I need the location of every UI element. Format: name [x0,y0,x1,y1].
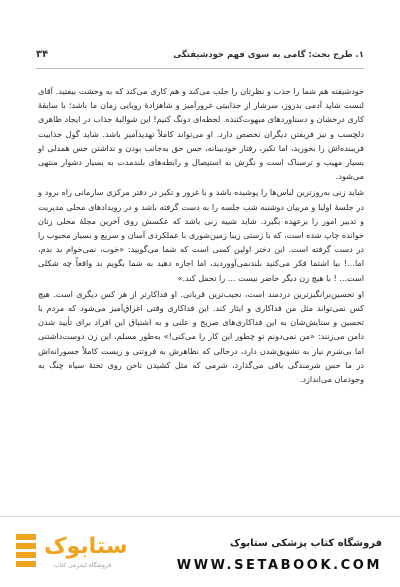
store-name: فروشگاه کتاب پزشکی ستابوک [229,538,382,549]
publisher-footer [0,516,400,587]
paragraph: شاید زنی به‌روزترین لباس‌ها را پوشیده باشد و با غرور و تکبر در دفتر مرکزی سازمانی راه برود و در جلسهٔ اولیا و مربیان دوشنبه شب جلسه را به دست گرفته باشد و در رویدادهای محلی مدیریت و تدبیر امور را برعهده بگیرد. شاید شبیه زنی باشد که عکسش روی آخرین مجلهٔ محلی زنان خوانده چاپ شده است، که با زستی زیبا زمین‌شوری با عملکردی آسان و سریع و بسیار محبوب را در دست گرفته است. این دختر اولین کسی است که شما می‌گویید: «خوب، نمی‌خوام بد بدم، اما...! بیا اشتما فکر می‌کنید بلندنمی‌آووردید، اما اجازه دهید به شما بگویم بد واقعاً چه شکلی است... ! با هیچ زن دیگر حاضر نیست ... را تحمل کند.» [38,187,364,283]
page-header [36,50,364,66]
page-number: ۳۴ [36,49,49,60]
paragraph: خودشیفته هم شما را جذب و نظرتان را جلب می‌کند و هم کاری می‌کند که به وحشت بیفتید. آقای لنست شاید آدمی بدروز، سرشار از جذابیتی غرورآمیز و شاهزادهٔ رویایی زمان ما باشد؛ با سابقهٔ کاری درخشان و دستاوردهای مبهوت‌کننده. لحظه‌ای دونگ کنیم! این شوالیهٔ جذاب در ایجاد ظاهری دلچسب و نیز فریفتن دیگران تخصص دارد. او می‌تواند کاملاً تهدیدآمیز باشد. شاید گول جذابیت فریبنده‌اش را بخورید، اما تکبر، رفتار خودبینانه، حس حق به‌جانب بودن و نداشتن حس همدلی او بسیار مهیب و ترسناک است و نگرش به استیصال و رابطه‌های بلندمدت به بسیار دشوار منتهی می‌شود. [38,86,364,182]
paragraph: او تحسین‌برانگیزترین دردمند است، نجیب‌ترین قربانی. او فداکارتر از هر کس دیگری است. هیچ کس نمی‌تواند مثل من فداکاری و ایثار کند. این فداکاری وقتی اغراق‌آمیز می‌شود که مردم با تحسین و ستایش‌شان به این فداکاری‌های صریح و علنی و به اشتیاق این افراد برای تأیید شدن دامن می‌زنند: «من نمی‌دونم تو چطور این کار را می‌کنی!» به‌طور مسلم، این زن دوست‌داشتنی اما بی‌شرم نیاز به تشویق‌شدن دارد، درحالی که نظاهرش به فروتنی و زیست کاملاً جسورانه‌اش در ما حس شرمندگی باقی می‌گذارد، شرمی که مثل کشیدن ناخن روی تختهٔ سیاه چنگ به وجودمان می‌اندازد. [38,288,364,385]
body-text [38,84,364,388]
footer-divider [0,516,400,517]
logo-tagline: فروشگاه اینترنتی کتاب [54,562,112,569]
store-url[interactable]: WWW.SETABOOK.COM [176,558,382,573]
logo-text: ستابوک [44,534,128,559]
book-stack-icon [14,532,38,570]
running-title: ۱. طرح بحث: گامی به سوی فهم خودشیفتگی [173,50,364,60]
header-divider [36,68,364,69]
setabook-logo [14,532,134,578]
